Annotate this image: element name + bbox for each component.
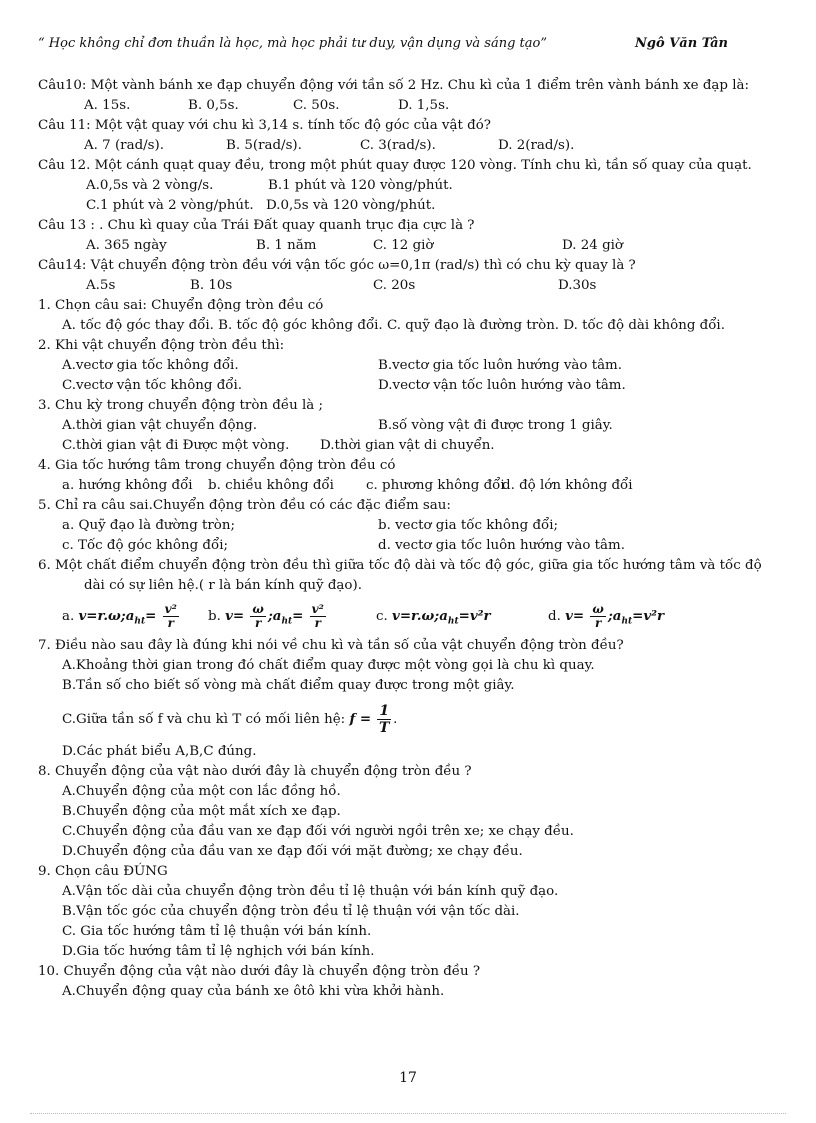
q12-option-a: A.0,5s và 2 vòng/s. (86, 178, 214, 193)
p8-option-b: B.Chuyển động của một mắt xích xe đạp. (62, 804, 341, 819)
p2-stem: 2. Khi vật chuyển động tròn đều thì: (38, 338, 285, 353)
p4-option-c: c. phương không đổi (366, 478, 505, 493)
p6-option-c-label: c. (376, 609, 388, 624)
q10-option-c: C. 50s. (293, 98, 340, 113)
p9-option-c: C. Gia tốc hướng tâm tỉ lệ thuận với bán kính. (62, 924, 372, 939)
q11-option-d: D. 2(rad/s). (498, 138, 575, 153)
formula-v-eq-rw: $v=r.\omega;a_{ht}=$ (78, 608, 157, 627)
q13-option-a: A. 365 ngày (86, 238, 167, 253)
q11-option-a: A. 7 (rad/s). (84, 138, 165, 153)
p9-option-d: D.Gia tốc hướng tâm tỉ lệ nghịch với bán kính. (62, 944, 375, 959)
fraction-omega-over-r-d: $\frac{\omega}{r}$ (592, 602, 604, 630)
q10-option-a: A. 15s. (84, 98, 131, 113)
p7-option-b: B.Tần số cho biết số vòng mà chất điểm quay được trong một giây. (62, 678, 515, 693)
q11-options (38, 136, 788, 156)
q12-options-row1 (38, 176, 788, 196)
p3-options-row1 (38, 416, 788, 436)
q14-options (38, 276, 788, 296)
p9-stem: 9. Chọn câu ĐÚNG (38, 864, 168, 879)
p2-option-c: C.vectơ vận tốc không đổi. (62, 378, 243, 393)
p6-options (38, 596, 788, 636)
page-header (38, 36, 776, 56)
q11-option-b: B. 5(rad/s). (226, 138, 302, 153)
p10-stem: 10. Chuyển động của vật nào dưới đây là chuyển động tròn đều ? (38, 964, 481, 979)
q10-option-d: D. 1,5s. (398, 98, 450, 113)
q14-option-a: A.5s (86, 278, 116, 293)
p8-stem: 8. Chuyển động của vật nào dưới đây là chuyển động tròn đều ? (38, 764, 472, 779)
p4-options (38, 476, 788, 496)
q14-stem: Câu14: Vật chuyển động tròn đều với vận tốc góc ω=0,1π (rad/s) thì có chu kỳ quay là ? (38, 258, 636, 273)
p6-option-b-label: b. (208, 609, 221, 624)
p5-option-a: a. Quỹ đạo là đường tròn; (62, 518, 236, 533)
p5-options-row1 (38, 516, 788, 536)
q13-option-c: C. 12 giờ (373, 238, 434, 253)
q12-stem: Câu 12. Một cánh quạt quay đều, trong một phút quay được 120 vòng. Tính chu kì, tần số quay của quạt. (38, 158, 752, 173)
q11-stem: Câu 11: Một vật quay với chu kì 3,14 s. tính tốc độ góc của vật đó? (38, 118, 491, 133)
fraction-v2-over-r-b: $\frac{\text{v²}}{r}$ (311, 602, 324, 630)
p5-options-row2 (38, 536, 788, 556)
p6-option-d: d. v= $\frac{\omega}{r}$ $;a_{ht}=v^2r$ (548, 602, 665, 630)
p6-option-a (62, 596, 181, 642)
p6-option-a-label: a. (62, 609, 75, 624)
p10-option-a: A.Chuyển động quay của bánh xe ôtô khi vừa khởi hành. (62, 984, 445, 999)
p8-option-a: A.Chuyển động của một con lắc đồng hồ. (62, 784, 341, 799)
document-body (38, 76, 788, 1002)
p7-option-c: C.Giữa tần số f và chu kì T có mối liên hệ: f = $\frac{1}{T}$ . (62, 703, 398, 736)
p6-option-c (376, 596, 491, 642)
p7-stem: 7. Điều nào sau đây là đúng khi nói về chu kì và tần số của vật chuyển động tròn đều? (38, 638, 624, 653)
p4-option-a: a. hướng không đổi (62, 478, 193, 493)
q12-option-c: C.1 phút và 2 vòng/phút. (86, 198, 254, 213)
p2-options-row1 (38, 356, 788, 376)
header-quote: “ Học không chỉ đơn thuần là học, mà học phải tư duy, vận dụng và sáng tạo” (38, 36, 547, 51)
p8-option-c: C.Chuyển động của đầu van xe đạp đối với người ngồi trên xe; xe chạy đều. (62, 824, 574, 839)
q10-stem: Câu10: Một vành bánh xe đạp chuyển động với tần số 2 Hz. Chu kì của 1 điểm trên vành bánh xe đạp là: (38, 78, 749, 93)
p6-stem: 6. Một chất điểm chuyển động tròn đều thì giữa tốc độ dài và tốc độ góc, giữa gia tốc hướng tâm và tốc độ (38, 558, 762, 573)
q14-option-b: B. 10s (190, 278, 233, 293)
p3-option-b: B.số vòng vật đi được trong 1 giây. (378, 418, 613, 433)
q10-options (38, 96, 788, 116)
p8-option-d: D.Chuyển động của đầu van xe đạp đối với mặt đường; xe chạy đều. (62, 844, 523, 859)
p4-option-b: b. chiều không đổi (208, 478, 334, 493)
fraction-omega-over-r: $\frac{\omega}{r}$ (252, 602, 264, 630)
p3-options-row2 (38, 436, 788, 456)
page-number: 17 (399, 1070, 417, 1086)
q13-option-d: D. 24 giờ (562, 238, 623, 253)
header-author: Ngô Văn Tân (635, 36, 728, 51)
p3-stem: 3. Chu kỳ trong chuyển động tròn đều là ; (38, 398, 323, 413)
p3-option-a: A.thời gian vật chuyển động. (62, 418, 257, 433)
q10-option-b: B. 0,5s. (188, 98, 239, 113)
p2-option-a: A.vectơ gia tốc không đổi. (62, 358, 239, 373)
fraction-1-over-T: $\frac{1}{T}$ (379, 703, 390, 736)
q12-options-row2 (38, 196, 788, 216)
p2-option-d: D.vectơ vận tốc luôn hướng vào tâm. (378, 378, 626, 393)
formula-v-eq: v (225, 608, 233, 624)
p6-option-b: b. v= $\frac{\omega}{r}$ $;a_{ht}=$ $\frac{\text{v²}}{r}$ (208, 602, 324, 630)
p7-option-d: D.Các phát biểu A,B,C đúng. (62, 744, 257, 759)
q11-option-c: C. 3(rad/s). (360, 138, 436, 153)
p5-option-b: b. vectơ gia tốc không đổi; (378, 518, 559, 533)
p2-options-row2 (38, 376, 788, 396)
p5-option-d: d. vectơ gia tốc luôn hướng vào tâm. (378, 538, 625, 553)
q14-option-d: D.30s (558, 278, 597, 293)
q13-options (38, 236, 788, 256)
p6-option-d-label: d. (548, 609, 561, 624)
p1-options: A. tốc độ góc thay đổi. B. tốc độ góc không đổi. C. quỹ đạo là đường tròn. D. tốc độ dài không đổi. (62, 318, 725, 333)
p7-option-a: A.Khoảng thời gian trong đó chất điểm quay được một vòng gọi là chu kì quay. (62, 658, 595, 673)
p4-stem: 4. Gia tốc hướng tâm trong chuyển động tròn đều có (38, 458, 396, 473)
page-bottom-divider (30, 1113, 786, 1114)
p3-option-c: C.thời gian vật đi Được một vòng. (62, 438, 290, 453)
p5-stem: 5. Chỉ ra câu sai.Chuyển động tròn đều có các đặc điểm sau: (38, 498, 451, 513)
q12-option-d: D.0,5s và 120 vòng/phút. (266, 198, 436, 213)
q12-option-b: B.1 phút và 120 vòng/phút. (268, 178, 453, 193)
q14-option-c: C. 20s (373, 278, 416, 293)
p3-option-d: D.thời gian vật di chuyển. (320, 438, 495, 453)
p1-stem: 1. Chọn câu sai: Chuyển động tròn đều có (38, 298, 324, 313)
q13-stem: Câu 13 : . Chu kì quay của Trái Đất quay quanh trục địa cực là ? (38, 218, 475, 233)
p9-option-b: B.Vận tốc góc của chuyển động tròn đều tỉ lệ thuận với vận tốc dài. (62, 904, 520, 919)
p2-option-b: B.vectơ gia tốc luôn hướng vào tâm. (378, 358, 623, 373)
fraction-v2-over-r: $\frac{\text{v²}}{r}$ (164, 602, 177, 630)
p6-stem-continued: dài có sự liên hệ.( r là bán kính quỹ đạo). (84, 578, 362, 593)
p4-option-d: d. độ lớn không đổi (502, 478, 633, 493)
formula-c: $v=r.\omega;a_{ht}=v^2r$ (392, 608, 491, 627)
q13-option-b: B. 1 năm (256, 238, 317, 253)
p9-option-a: A.Vận tốc dài của chuyển động tròn đều tỉ lệ thuận với bán kính quỹ đạo. (62, 884, 559, 899)
p5-option-c: c. Tốc độ góc không đổi; (62, 538, 228, 553)
